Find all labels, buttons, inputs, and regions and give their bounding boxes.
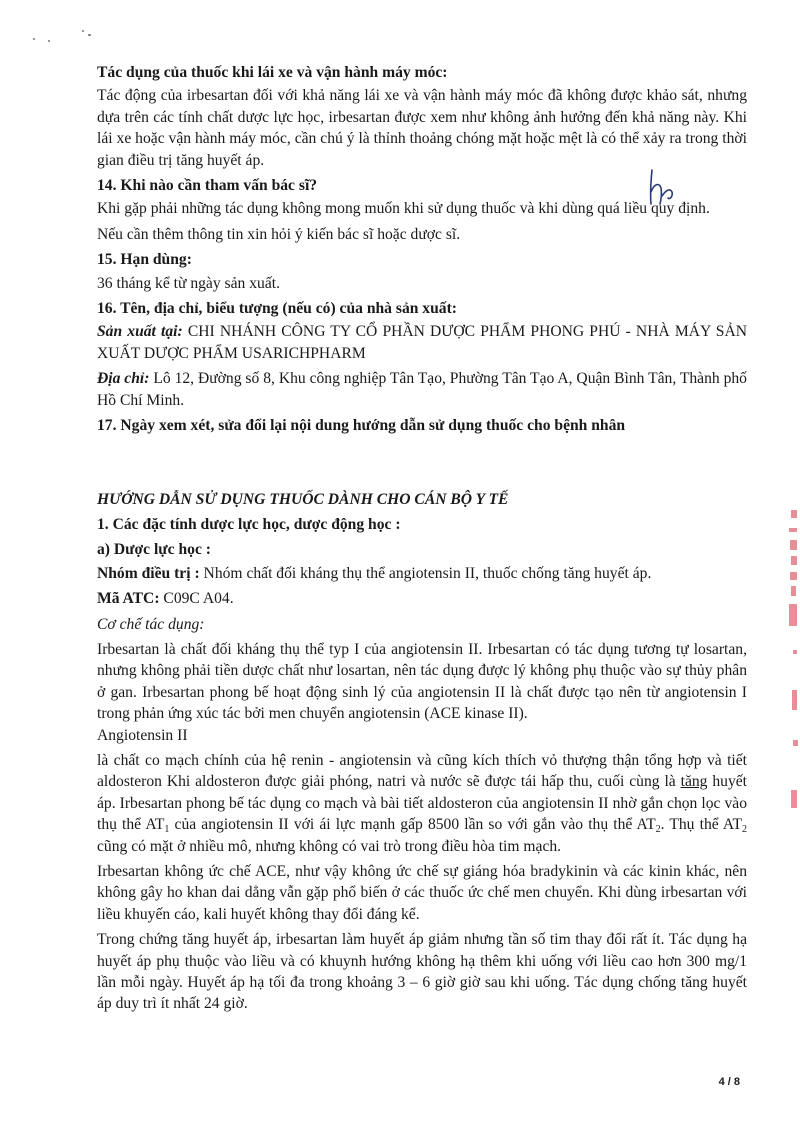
staff-guide-title: HƯỚNG DẪN SỬ DỤNG THUỐC DÀNH CHO CÁN BỘ Y TẾ	[97, 490, 509, 508]
scan-speck	[48, 40, 50, 42]
scan-speck	[33, 38, 35, 40]
mechanism-para-2-text: huyết áp. Irbesartan phong bế tác dụng co mạch và bài tiết aldosteron của angiotensin II nhờ gắn chọn lọc vào thụ thể AT	[97, 773, 748, 834]
mechanism-title: Cơ chế tác dụng:	[97, 615, 205, 633]
manufacturer-label: Sản xuất tại:	[97, 323, 183, 341]
mechanism-para-2-text: . Thụ thể AT	[660, 816, 742, 834]
mechanism-para-1: Irbesartan là chất đối kháng thụ thể typ I của angiotensin II. Irbesartan có tác dụng tương tự losartan, nhưng không phải tiền dược chất như losartan, nên tác dụng được lý không phụ thuộc vào sự thủy phân ở gan. Irbesartan phong bế hoạt động sinh lý của angiotensin II là chất được tạo nên từ angiotensin I trong phản ứng xúc tác bởi men chuyển angiotensin (ACE kinase II).	[97, 640, 747, 723]
atc-code-line	[97, 588, 747, 609]
edge-stamp-mark	[783, 500, 800, 820]
driving-body: Tác động của irbesartan đối với khả năng lái xe và vận hành máy móc đã không được khảo sát, nhưng dựa trên các tính chất dược lực học, irbesartan được xem như không ảnh hưởng đến khả năng này. Khi lái xe hoặc vận hành máy móc, cần chú ý là thỉnh thoảng chóng mặt hoặc mệt là có thể xảy ra trong thời gian điều trị tăng huyết áp.	[97, 87, 747, 169]
section-14-heading: 14. Khi nào cần tham vấn bác sĩ?	[97, 177, 318, 195]
scan-speck	[88, 34, 91, 36]
document-page	[97, 58, 747, 1019]
receptor-subscript: 2	[655, 824, 661, 836]
atc-code-value: C09C A04.	[159, 590, 234, 608]
mechanism-para-2	[97, 750, 747, 857]
mechanism-para-2-text: là chất co mạch chính của hệ renin - angiotensin và cũng kích thích vỏ thượng thận tổng hợp và tiết aldosteron Khi aldosteron được giải phóng, natri và nước sẽ được tái hấp thu, cuối cùng là	[97, 751, 747, 791]
therapy-group-line	[97, 563, 747, 584]
page-number: 4 / 8	[718, 1076, 740, 1088]
mechanism-para-2-text: của angiotensin II với ái lực mạnh gấp 8500 lần so với gắn vào thụ thể AT	[169, 816, 656, 834]
mechanism-para-2-text: cũng có mặt ở nhiều mô, nhưng không có vai trò trong điều hòa tim mạch.	[97, 837, 562, 855]
staff-section-1-heading: 1. Các đặc tính dược lực học, dược động học :	[97, 515, 401, 533]
section-14-para-2: Nếu cần thêm thông tin xin hỏi ý kiến bác sĩ hoặc dược sĩ.	[97, 225, 461, 243]
staff-subsection-a-heading: a) Dược lực học :	[97, 541, 211, 559]
section-gap	[97, 439, 747, 489]
section-15-body: 36 tháng kể từ ngày sản xuất.	[97, 274, 280, 292]
address-value: Lô 12, Đường số 8, Khu công nghiệp Tân Tạo, Phường Tân Tạo A, Quận Bình Tân, Thành phố Hồ Chí Minh.	[97, 370, 747, 409]
receptor-subscript: 1	[164, 824, 170, 836]
therapy-group-value: Nhóm chất đối kháng thụ thể angiotensin II, thuốc chống tăng huyết áp.	[199, 564, 652, 582]
therapy-group-label: Nhóm điều trị :	[97, 564, 200, 582]
mechanism-para-3: Irbesartan không ức chế ACE, như vậy không ức chế sự giáng hóa bradykinin và các kinin khác, nên không gây ho khan dai dẳng vẫn gặp phổ biến ở các thuốc ức chế men chuyển. Khi dùng irbesartan với liều khuyến cáo, kali huyết không thay đổi đáng kể.	[97, 863, 747, 923]
section-16-heading: 16. Tên, địa chỉ, biểu tượng (nếu có) của nhà sản xuất:	[97, 300, 457, 318]
section-14-para-1: Khi gặp phải những tác dụng không mong muốn khi sử dụng thuốc và khi dùng quá liều quy định.	[97, 200, 710, 218]
address-label: Địa chỉ:	[97, 370, 150, 388]
receptor-subscript: 2	[741, 824, 747, 836]
manufacturer-line	[97, 321, 747, 364]
mechanism-para-4: Trong chứng tăng huyết áp, irbesartan làm huyết áp giảm nhưng tần số tim thay đổi rất ít. Tác dụng hạ huyết áp phụ thuộc vào liều và có khuynh hướng không hạ thêm khi uống với liều cao hơn 300 mg/1 lần mỗi ngày. Huyết áp hạ tối đa trong khoảng 3 – 6 giờ giờ sau khi uống. Tác dụng chống tăng huyết áp duy trì ít nhất 24 giờ.	[97, 931, 747, 1013]
mechanism-para-1-tail: Angiotensin II	[97, 726, 188, 744]
address-line	[97, 368, 747, 411]
manufacturer-value: CHI NHÁNH CÔNG TY CỔ PHẦN DƯỢC PHẨM PHONG PHÚ - NHÀ MÁY SẢN XUẤT DƯỢC PHẨM USARICHPHARM	[97, 323, 747, 362]
atc-code-label: Mã ATC:	[97, 590, 160, 608]
section-15-heading: 15. Hạn dùng:	[97, 251, 192, 269]
mechanism-para-2-underlined: tăng	[680, 773, 708, 791]
driving-heading: Tác dụng của thuốc khi lái xe và vận hành máy móc:	[97, 64, 448, 81]
scan-speck	[82, 30, 84, 32]
section-17-heading: 17. Ngày xem xét, sửa đổi lại nội dung hướng dẫn sử dụng thuốc cho bệnh nhân	[97, 417, 626, 435]
